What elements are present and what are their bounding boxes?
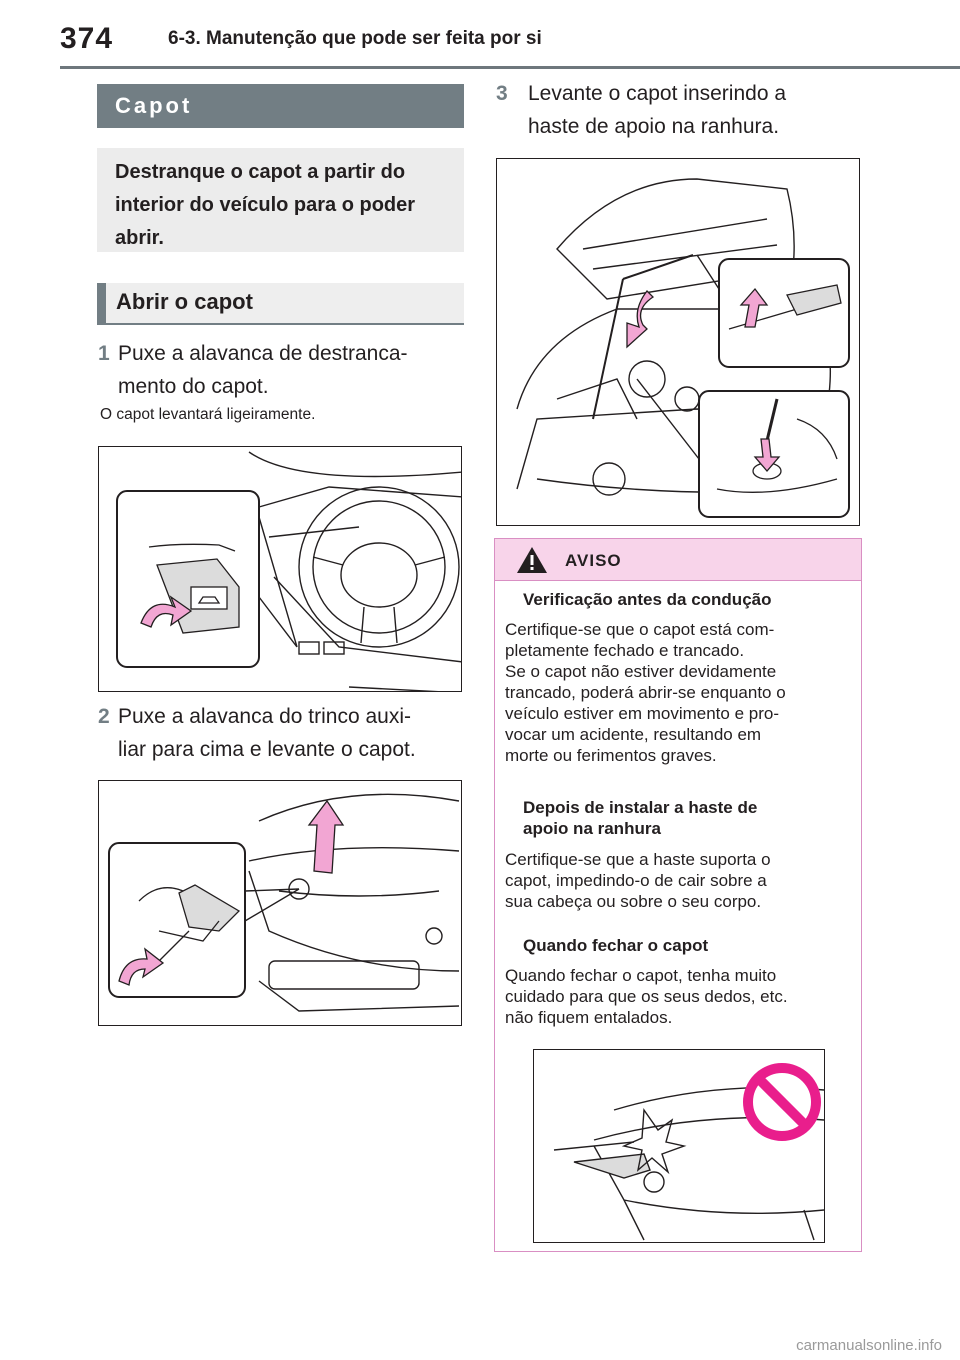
step-2	[98, 700, 468, 766]
intro-box	[97, 148, 464, 252]
warning-para-1	[505, 619, 786, 766]
step-1-line-1: Puxe a alavanca de destranca-	[118, 342, 408, 365]
step-2-line-1: Puxe a alavanca do trinco auxi-	[118, 705, 412, 728]
page-number: 374	[60, 22, 114, 55]
header-rule	[60, 66, 960, 69]
step-2-line-2: liar para cima e levante o capot.	[118, 738, 416, 761]
warning-para-1-line: veículo estiver em movimento e pro-	[505, 704, 779, 723]
auxiliary-latch-figure	[98, 780, 462, 1026]
warning-para-1-line: Certifique-se que o capot está com-	[505, 620, 775, 639]
footer-watermark: carmanualsonline.info	[796, 1337, 942, 1354]
warning-heading-2-line: Depois de instalar a haste de	[523, 798, 758, 817]
intro-text: Destranque o capot a partir do interior do veículo para o poder abrir.	[115, 161, 416, 249]
step-1-note: O capot levantará ligeiramente.	[100, 406, 316, 423]
sub-heading-box	[97, 283, 464, 325]
step-3	[496, 77, 866, 143]
hood-release-figure	[98, 446, 462, 692]
step-3-line-1: Levante o capot inserindo a	[528, 82, 787, 105]
step-1-number: 1	[98, 342, 110, 365]
support-rod-illustration	[497, 159, 860, 526]
hood-closing-illustration	[534, 1050, 825, 1243]
warning-header	[495, 539, 861, 581]
warning-heading-2-line: apoio na ranhura	[523, 819, 661, 838]
warning-para-1-line: Se o capot não estiver devidamente	[505, 662, 777, 681]
warning-label: AVISO	[565, 551, 622, 570]
warning-para-3-line: não fiquem entalados.	[505, 1008, 673, 1027]
warning-para-3	[505, 965, 788, 1028]
warning-heading-3: Quando fechar o capot	[523, 936, 709, 955]
warning-triangle-icon	[515, 545, 549, 575]
warning-para-3-line: cuidado para que os seus dedos, etc.	[505, 987, 788, 1006]
support-rod-figure	[496, 158, 860, 526]
warning-para-1-line: vocar um acidente, resultando em	[505, 725, 762, 744]
sub-heading: Abrir o capot	[116, 289, 253, 314]
capot-title: Capot	[115, 93, 193, 118]
step-1-line-2: mento do capot.	[118, 375, 269, 398]
capot-title-band	[97, 84, 464, 128]
auxiliary-latch-illustration	[99, 781, 462, 1026]
step-2-number: 2	[98, 705, 110, 728]
hood-release-illustration	[99, 447, 462, 692]
warning-box	[494, 538, 862, 1252]
warning-para-1-line: morte ou ferimentos graves.	[505, 746, 717, 765]
section-title: 6-3. Manutenção que pode ser feita por si	[168, 28, 542, 49]
warning-para-3-line: Quando fechar o capot, tenha muito	[505, 966, 777, 985]
warning-para-1-line: trancado, poderá abrir-se enquanto o	[505, 683, 786, 702]
step-3-number: 3	[496, 82, 508, 105]
warning-heading-2	[523, 797, 757, 839]
warning-para-1-line: pletamente fechado e trancado.	[505, 641, 745, 660]
warning-heading-1: Verificação antes da condução	[523, 590, 772, 609]
warning-para-2-line: sua cabeça ou sobre o seu corpo.	[505, 892, 762, 911]
step-1	[98, 337, 468, 403]
step-3-line-2: haste de apoio na ranhura.	[528, 115, 780, 138]
warning-para-2	[505, 849, 771, 912]
hood-closing-figure	[533, 1049, 825, 1243]
warning-para-2-line: capot, impedindo-o de cair sobre a	[505, 871, 767, 890]
warning-para-2-line: Certifique-se que a haste suporta o	[505, 850, 771, 869]
